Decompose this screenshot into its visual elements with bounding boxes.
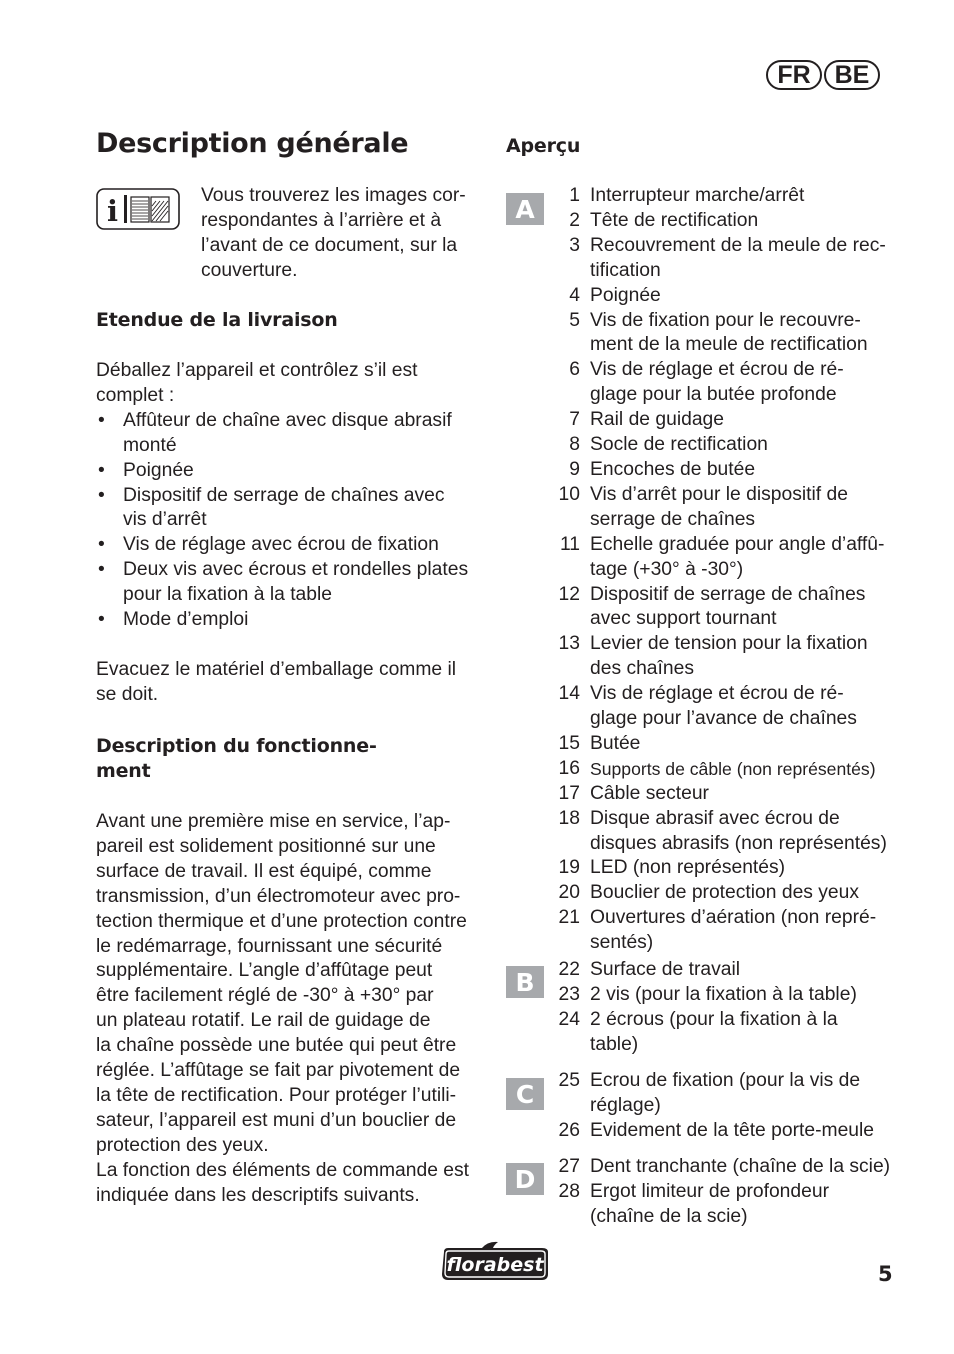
- page-number: 5: [878, 1262, 893, 1286]
- list-item: 14 Vis de réglage et écrou de ré- glage pour l’avance de chaînes: [558, 683, 857, 730]
- section-label-b: B: [506, 966, 544, 998]
- list-item: 16 Supports de câble (non représentés): [558, 757, 876, 779]
- delivery-list: [96, 409, 486, 633]
- body-line: la chaîne possède une butée qui peut être: [96, 1035, 457, 1057]
- list-item: 24 2 écrous (pour la fixation à la table): [558, 1008, 838, 1055]
- body-line: un plateau rotatif. Le rail de guidage de: [96, 1010, 431, 1032]
- list-item: 20 Bouclier de protection des yeux: [558, 882, 860, 904]
- body-line: sateur, l’appareil est muni d’un bouclier de: [96, 1109, 457, 1131]
- section-label-c: C: [506, 1078, 544, 1110]
- body-line: pareil est solidement positionné sur une: [96, 835, 436, 857]
- function-heading: [96, 734, 486, 784]
- body-line: transmission, d’un électromoteur avec pro-: [96, 885, 461, 907]
- list-item: 10 Vis d’arrêt pour le dispositif de serrage de chaînes: [558, 483, 848, 530]
- function-heading-line: Description du fonctionne-: [96, 735, 377, 757]
- body-line: être facilement réglé de -30° à +30° par: [96, 985, 434, 1007]
- body-line: la tête de rectification. Pour protéger l’utili-: [96, 1084, 457, 1106]
- intro-line: respondantes à l’arrière et à: [201, 209, 442, 231]
- body-line: Avant une première mise en service, l’ap-: [96, 811, 451, 832]
- body-line: indiquée dans les descriptifs suivants.: [96, 1184, 420, 1206]
- list-item: 8 Socle de rectification: [569, 434, 768, 456]
- intro-line: couverture.: [201, 259, 298, 281]
- svg-text:i: i: [107, 194, 119, 228]
- section-c-list: [546, 1069, 906, 1144]
- delivery-section: [96, 308, 486, 708]
- section-label-d: D: [506, 1163, 544, 1195]
- list-item: 22 Surface de travail: [558, 959, 741, 980]
- list-item: 15 Butée: [558, 732, 641, 754]
- list-item: 3 Recouvrement de la meule de rec- tification: [569, 234, 886, 281]
- language-badges: [766, 60, 880, 90]
- list-item: 1 Interrupteur marche/arrêt: [569, 185, 805, 206]
- language-badge-be: BE: [824, 60, 880, 90]
- list-item: 5 Vis de fixation pour le recouvre- ment de la meule de rectification: [569, 309, 868, 356]
- intro-line: Vous trouverez les images cor-: [201, 185, 466, 206]
- function-section: [96, 734, 486, 1209]
- list-item: 23 2 vis (pour la fixation à la table): [558, 983, 857, 1005]
- delivery-intro-line: complet :: [96, 384, 175, 406]
- list-item: 28 Ergot limiteur de profondeur (chaîne de la scie): [558, 1180, 830, 1227]
- intro-line: l’avant de ce document, sur la: [201, 234, 458, 256]
- list-item: 7 Rail de guidage: [569, 409, 724, 431]
- list-item: 11 Echelle graduée pour angle d’affû- tage (+30° à -30°): [559, 533, 885, 580]
- list-item: 18 Disque abrasif avec écrou de disques abrasifs (non représentés): [558, 807, 887, 854]
- body-line: La fonction des éléments de commande est: [96, 1159, 469, 1181]
- list-item: • Vis de réglage avec écrou de fixation: [96, 533, 486, 558]
- list-item: 13 Levier de tension pour la fixation des chaînes: [558, 633, 868, 680]
- function-body: [96, 810, 486, 1209]
- list-item: 6 Vis de réglage et écrou de ré- glage pour la butée profonde: [569, 359, 844, 406]
- delivery-outro-line: Evacuez le matériel d’emballage comme il: [96, 658, 457, 680]
- list-item: 4 Poignée: [569, 284, 661, 306]
- language-badge-fr: FR: [766, 60, 822, 90]
- list-item: 17 Câble secteur: [558, 782, 709, 804]
- list-item: • Deux vis avec écrous et rondelles plates pour la fixation à la table: [96, 558, 486, 608]
- delivery-intro-line: Déballez l’appareil et contrôlez s’il est: [96, 360, 418, 381]
- body-line: protection des yeux.: [96, 1134, 269, 1156]
- delivery-outro-line: se doit.: [96, 683, 159, 705]
- list-item: 26 Evidement de la tête porte-meule: [558, 1119, 875, 1141]
- section-d-list: [546, 1155, 906, 1230]
- delivery-heading: Etendue de la livraison: [96, 309, 338, 331]
- intro-text: [201, 184, 486, 284]
- list-item: • Poignée: [96, 459, 486, 484]
- body-line: supplémentaire. L’angle d’affûtage peut: [96, 960, 433, 982]
- body-line: réglée. L’affûtage se fait par pivotement de: [96, 1060, 461, 1082]
- body-line: tection thermique et d’une protection contre: [96, 910, 467, 932]
- list-item: 9 Encoches de butée: [569, 458, 756, 480]
- info-book-icon: [96, 188, 180, 230]
- list-item: 12 Dispositif de serrage de chaînes avec support tournant: [558, 583, 866, 630]
- body-line: le redémarrage, fournissant une sécurité: [96, 935, 443, 957]
- section-a-list: [546, 184, 906, 956]
- overview-heading: Aperçu: [506, 135, 581, 157]
- list-item: • Dispositif de serrage de chaînes avec vis d’arrêt: [96, 484, 486, 534]
- list-item: • Mode d’emploi: [96, 608, 486, 633]
- svg-text:florabest: florabest: [446, 1254, 544, 1276]
- body-line: surface de travail. Il est équipé, comme: [96, 860, 432, 882]
- delivery-outro: [96, 658, 486, 708]
- function-heading-line: ment: [96, 760, 151, 782]
- list-item: 25 Ecrou de fixation (pour la vis de réglage): [558, 1070, 861, 1116]
- delivery-intro: [96, 359, 486, 409]
- list-item: 19 LED (non représentés): [558, 857, 786, 879]
- section-label-a: A: [506, 193, 544, 225]
- page-title: Description générale: [96, 128, 409, 159]
- list-item: • Affûteur de chaîne avec disque abrasif monté: [96, 409, 486, 459]
- list-item: 2 Tête de rectification: [569, 209, 759, 231]
- list-item: 27 Dent tranchante (chaîne de la scie): [558, 1156, 891, 1177]
- section-b-list: [546, 958, 906, 1058]
- list-item: 21 Ouvertures d’aération (non repré- sentés): [558, 907, 877, 954]
- florabest-logo: [438, 1238, 552, 1284]
